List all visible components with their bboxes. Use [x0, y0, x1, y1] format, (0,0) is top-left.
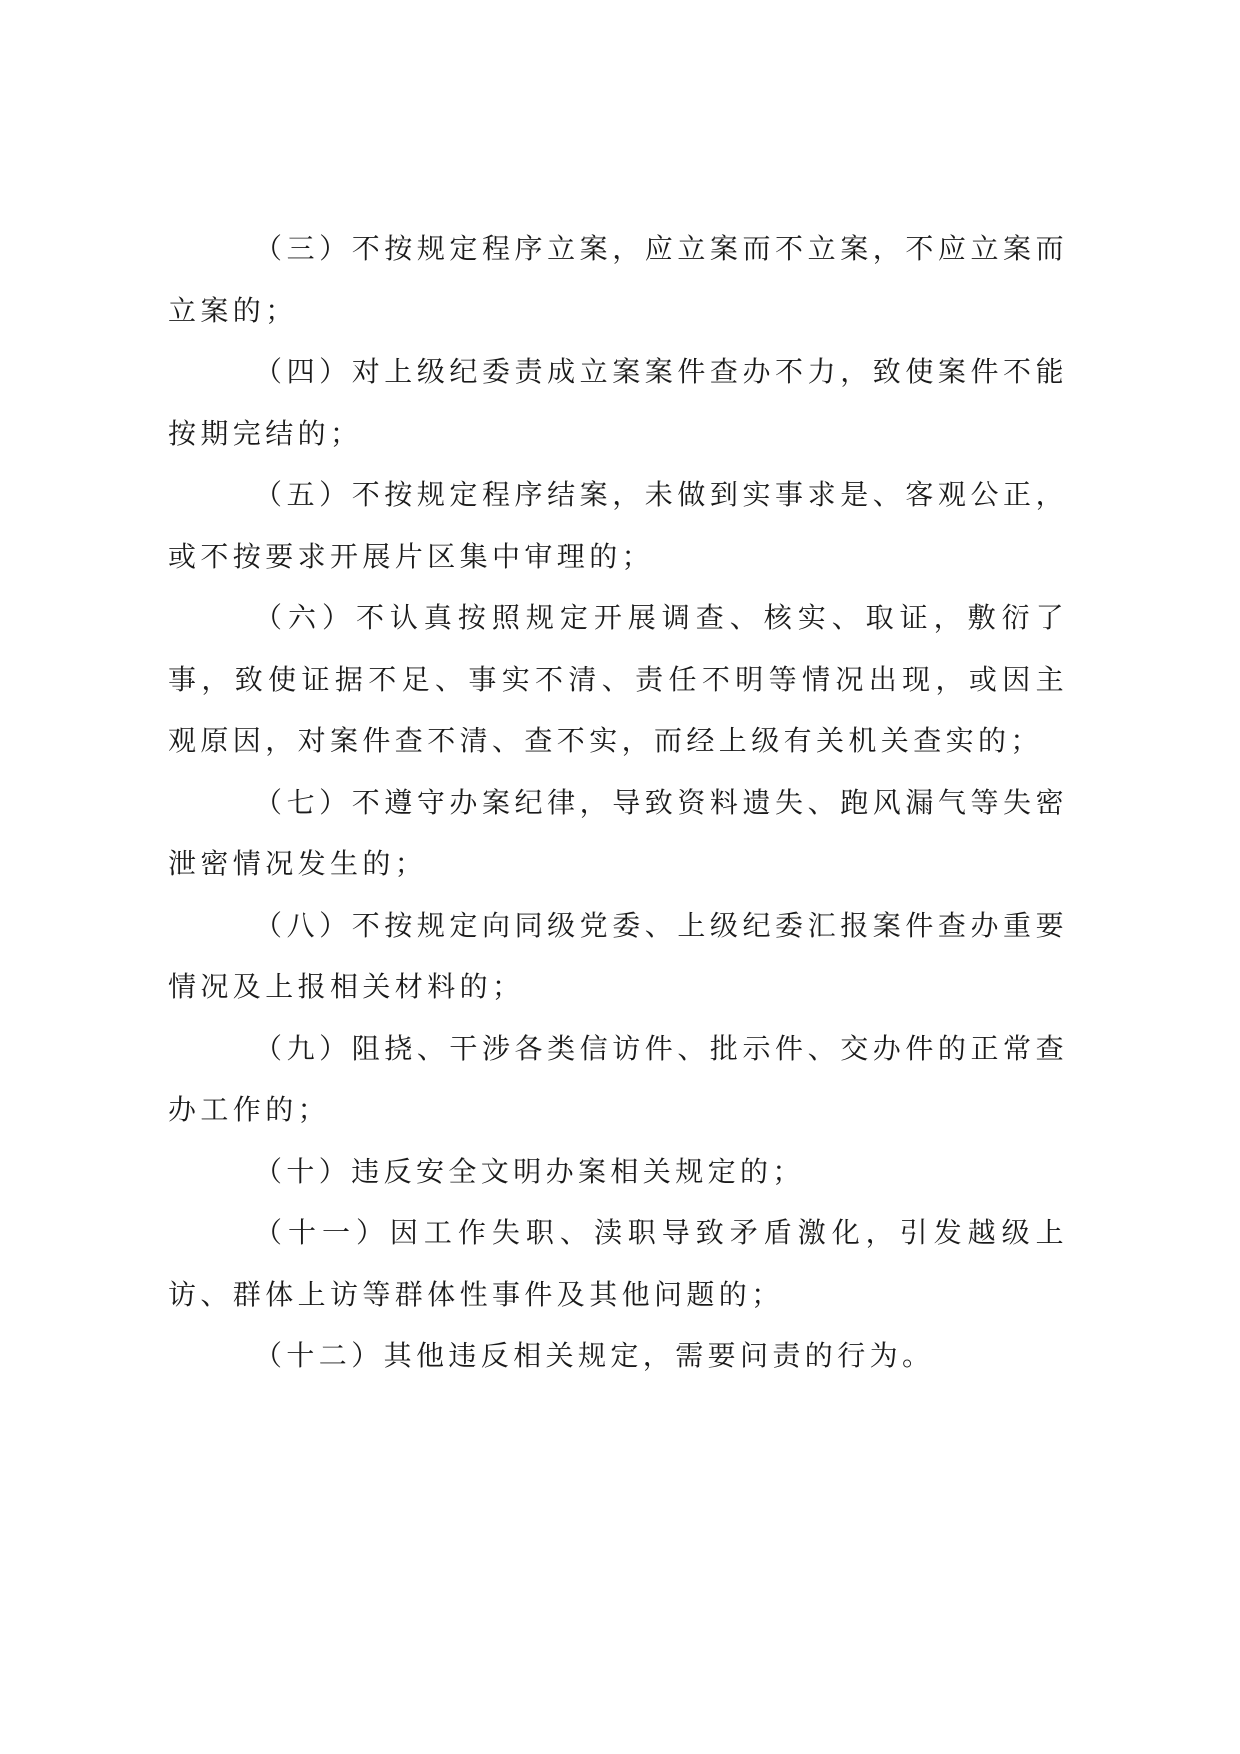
paragraph-item-10: （十）违反安全文明办案相关规定的；	[254, 1154, 805, 1188]
paragraph-item-12: （十二）其他违反相关规定，需要问责的行为。	[254, 1339, 935, 1372]
paragraph-item-3: （三）不按规定程序立案，应立案而不立案，不应立案而立案的；	[168, 232, 1068, 327]
paragraph-item-5: （五）不按规定程序结案，未做到实事求是、客观公正，或不按要求开展片区集中审理的；	[168, 478, 1068, 573]
paragraph-item-8: （八）不按规定向同级党委、上级纪委汇报案件查办重要情况及上报相关材料的；	[168, 908, 1068, 1003]
paragraph-item-11: （十一）因工作失职、渎职导致矛盾激化，引发越级上访、群体上访等群体性事件及其他问题的；	[168, 1216, 1068, 1311]
paragraph-item-7: （七）不遵守办案纪律，导致资料遗失、跑风漏气等失密泄密情况发生的；	[168, 785, 1068, 880]
paragraph-item-4: （四）对上级纪委责成立案案件查办不力，致使案件不能按期完结的；	[168, 355, 1068, 450]
paragraph-item-9: （九）阻挠、干涉各类信访件、批示件、交办件的正常查办工作的；	[168, 1031, 1068, 1126]
paragraph-item-6: （六）不认真按照规定开展调查、核实、取证，敷衍了事，致使证据不足、事实不清、责任不明等情况出现，或因主观原因，对案件查不清、查不实，而经上级有关机关查实的；	[168, 601, 1068, 757]
document-body	[168, 218, 1068, 1387]
